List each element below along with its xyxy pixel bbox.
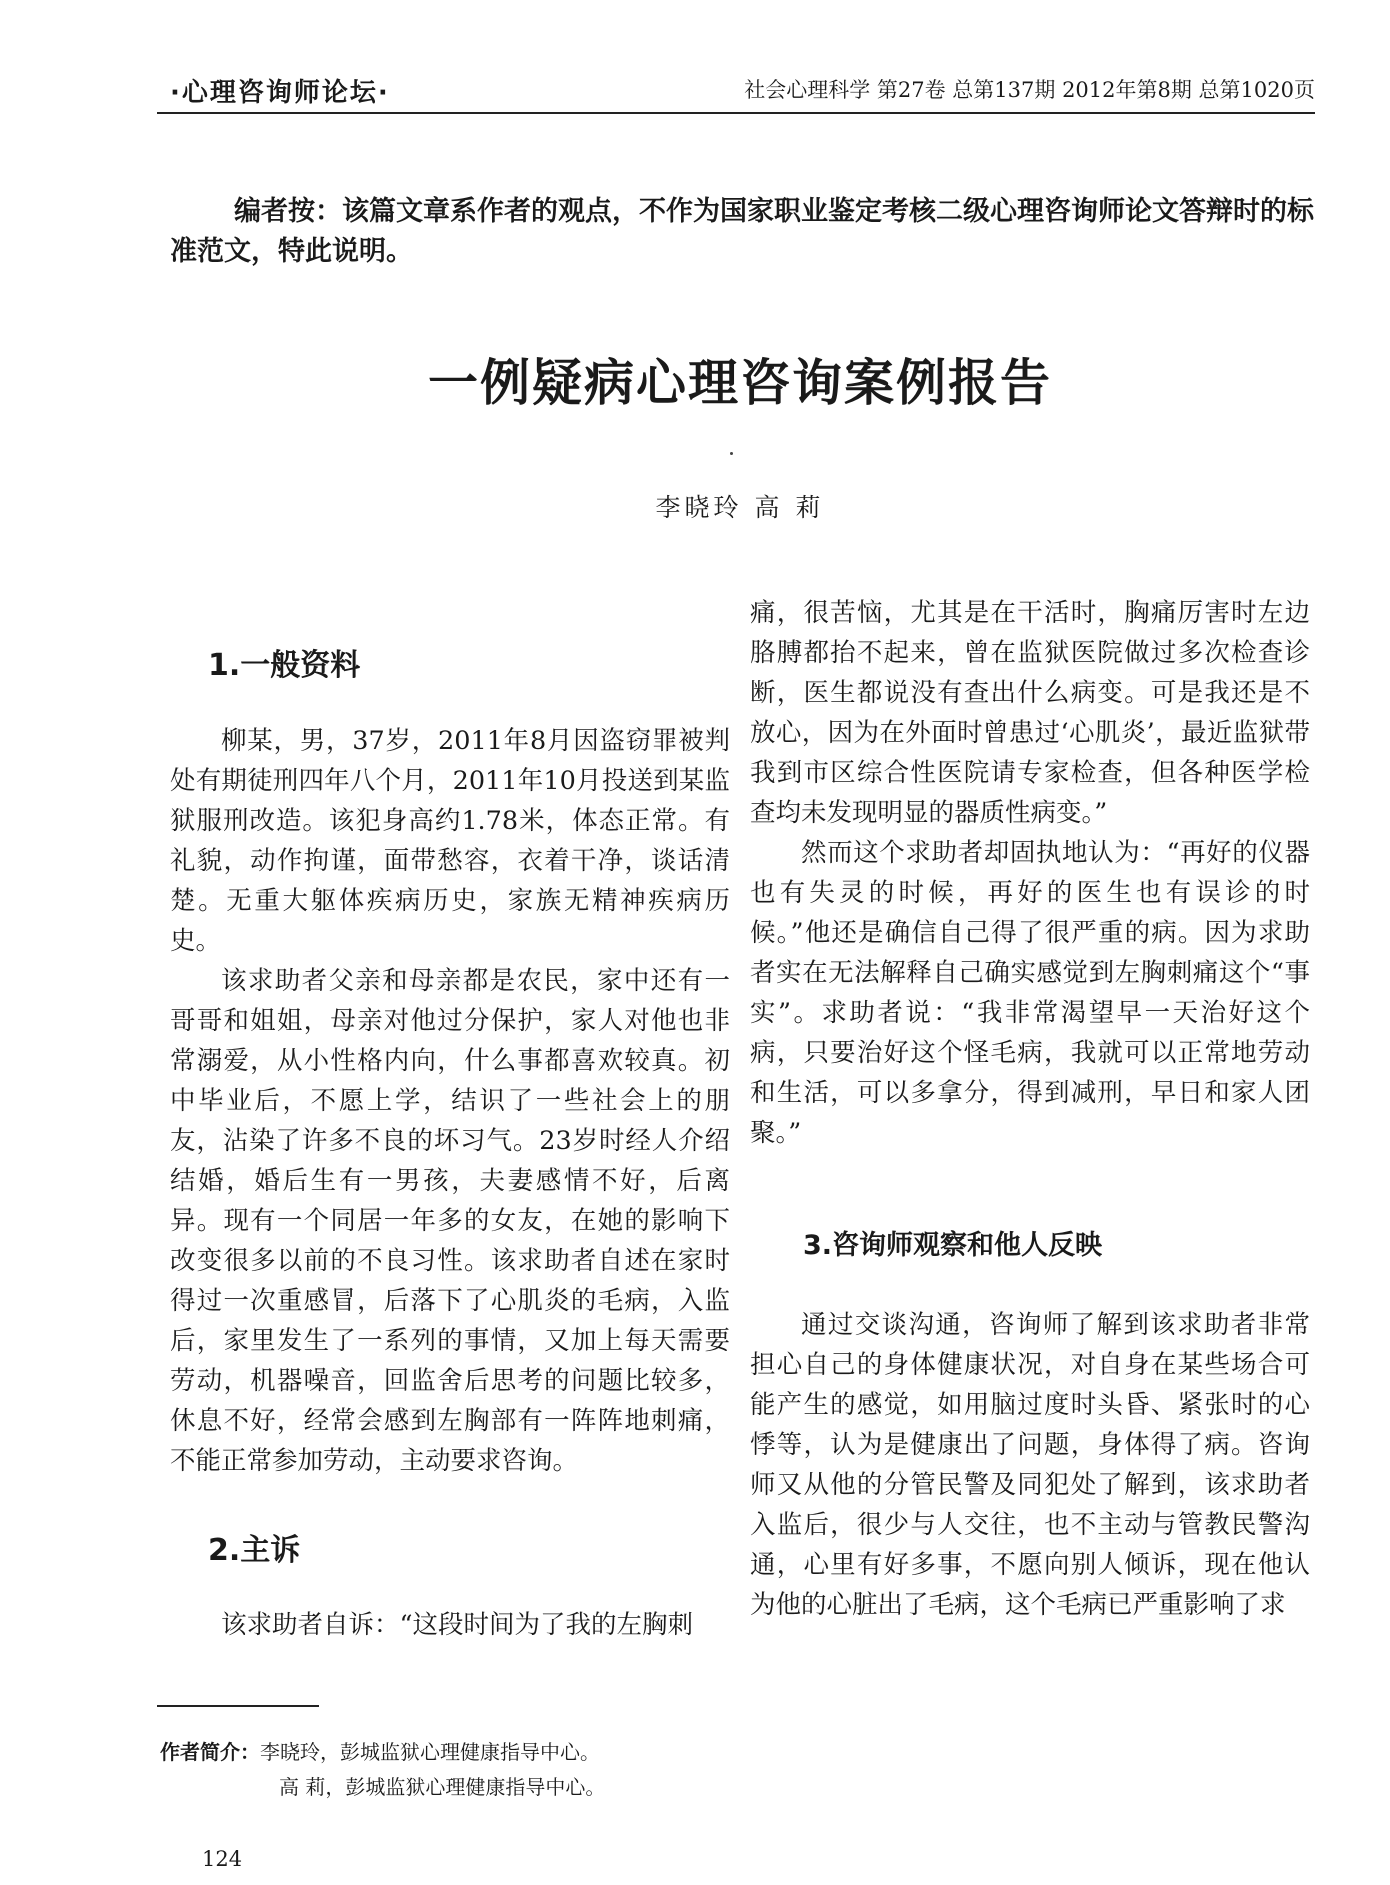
section-2-paragraph-1-cont: 痛，很苦恼，尤其是在干活时，胸痛厉害时左边胳膊都抬不起来，曾在监狱医院做过多次检查诊断，医生都说没有查出什么病变。可是我还是不放心，因为在外面时曾患过‘心肌炎’，最近监狱带我到市区综合性医院请专家检查，但各种医学检查均未发现明显的器质性病变。”: [750, 598, 1310, 828]
section-2-body-right: [750, 593, 1310, 1153]
footnote-author-1: [160, 1735, 600, 1769]
section-1-body: [170, 721, 730, 1481]
header-rule: [157, 112, 1315, 114]
section-label: ·心理咨询师论坛·: [170, 78, 390, 108]
section-2-paragraph-2: 然而这个求助者却固执地认为：“再好的仪器也有失灵的时候，再好的医生也有误诊的时候。”他还是确信自己得了很严重的病。因为求助者实在无法解释自己确实感觉到左胸刺痛这个“事实”。求助者说：“我非常渴望早一天治好这个病，只要治好这个怪毛病，我就可以正常地劳动和生活，可以多拿分，得到减刑，早日和家人团聚。”: [750, 838, 1310, 1148]
decorative-dot: [730, 452, 733, 455]
section-1-paragraph-2: 该求助者父亲和母亲都是农民，家中还有一哥哥和姐姐，母亲对他过分保护，家人对他也非常溺爱，从小性格内向，什么事都喜欢较真。初中毕业后，不愿上学，结识了一些社会上的朋友，沾染了许多不良的坏习气。23岁时经人介绍结婚，婚后生有一男孩，夫妻感情不好，后离异。现有一个同居一年多的女友，在她的影响下改变很多以前的不良习性。该求助者自述在家时得过一次重感冒，后落下了心肌炎的毛病，入监后，家里发生了一系列的事情，又加上每天需要劳动，机器噪音，回监舍后思考的问题比较多，休息不好，经常会感到左胸部有一阵阵地刺痛，不能正常参加劳动，主动要求咨询。: [170, 966, 730, 1476]
footnote-label: 作者简介：: [160, 1740, 260, 1764]
section-2-body-left: [170, 1605, 730, 1645]
section-3-paragraph-1: 通过交谈沟通，咨询师了解到该求助者非常担心自己的身体健康状况，对自身在某些场合可能产生的感觉，如用脑过度时头昏、紧张时的心悸等，认为是健康出了问题，身体得了病。咨询师又从他的分管民警及同犯处了解到，该求助者入监后，很少与人交往，也不主动与管教民警沟通，心里有好多事，不愿向别人倾诉，现在他认为他的心脏出了毛病，这个毛病已严重影响了求: [750, 1310, 1310, 1620]
editor-note: 编者按：该篇文章系作者的观点，不作为国家职业鉴定考核二级心理咨询师论文答辩时的标准范文，特此说明。: [170, 196, 1314, 267]
footnote-rule: [157, 1705, 319, 1707]
section-1-paragraph-1: 柳某，男，37岁，2011年8月因盗窃罪被判处有期徒刑四年八个月，2011年10月投送到某监狱服刑改造。该犯身高约1.78米，体态正常。有礼貌，动作拘谨，面带愁容，衣着干净，谈话清楚。无重大躯体疾病历史，家族无精神疾病历史。: [170, 726, 730, 956]
section-2-paragraph-1-start: 该求助者自诉：“这段时间为了我的左胸刺: [221, 1610, 694, 1640]
article-title: 一例疑病心理咨询案例报告: [428, 354, 1052, 412]
section-1-heading: 1.一般资料: [208, 648, 361, 683]
article-authors: 李晓玲 高 莉: [655, 493, 825, 522]
journal-info: 社会心理科学 第27卷 总第137期 2012年第8期 总第1020页: [744, 78, 1315, 102]
section-3-body: [750, 1305, 1310, 1625]
section-2-heading: 2.主诉: [208, 1533, 301, 1568]
page-number: 124: [202, 1847, 243, 1871]
footnote-author-1-text: 李晓玲，彭城监狱心理健康指导中心。: [260, 1740, 600, 1764]
footnote-author-2: 高 莉，彭城监狱心理健康指导中心。: [279, 1775, 606, 1799]
section-3-heading: 3.咨询师观察和他人反映: [803, 1230, 1103, 1261]
